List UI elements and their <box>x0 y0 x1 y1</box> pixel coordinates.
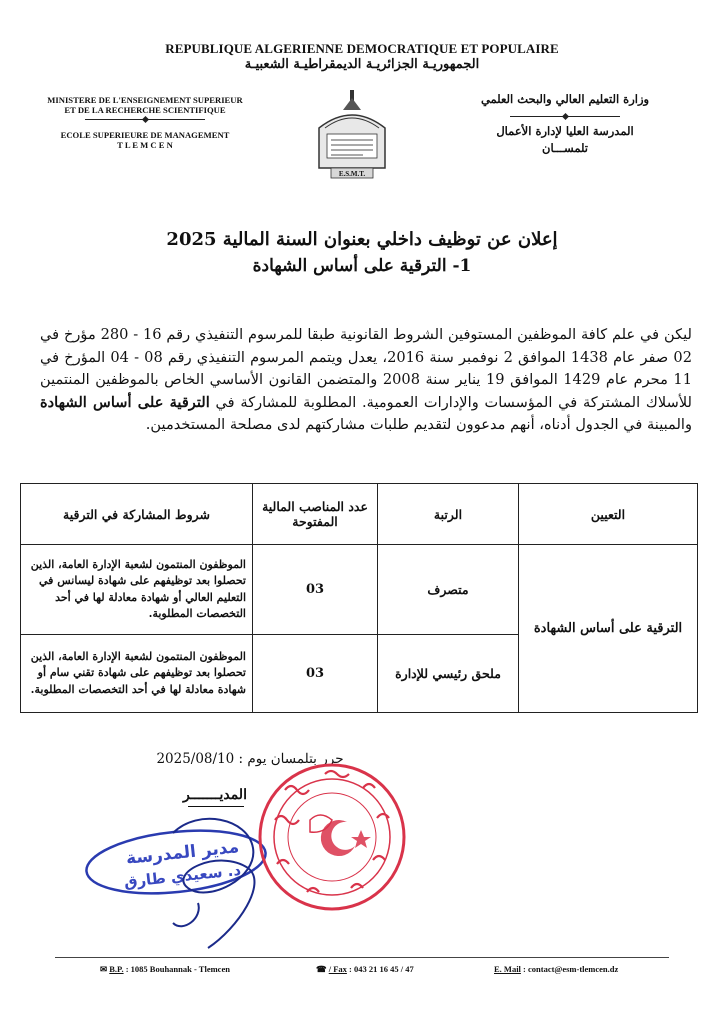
conditions-cell: الموظفون المنتمون لشعبة الإدارة العامة، الذين تحصلوا بعد توظيفهم على شهادة ليسانس في التعليم العالي أو شهادة معادلة لها في أحد التخصصات المطلوبة. <box>21 545 253 635</box>
positions-table <box>20 483 698 713</box>
envelope-icon: ✉ <box>100 964 108 974</box>
ornament-dot-left <box>142 116 149 123</box>
republic-title-ar: الجمهوريـة الجزائريـة الديمقراطيـة الشعبيـة <box>244 57 480 72</box>
announcement-subtitle: 1- الترقية على أساس الشهادة <box>252 256 472 276</box>
director-underline <box>188 806 244 807</box>
header-positions: عدد المناصب المالية المفتوحة <box>253 484 378 545</box>
announcement-body <box>40 324 692 437</box>
grade-cell: متصرف <box>378 545 519 635</box>
logo-text: E.S.M.T. <box>338 170 366 178</box>
ministry-fr <box>20 95 270 115</box>
positions-cell: 03 <box>253 545 378 635</box>
footer-email[interactable] <box>494 964 618 974</box>
header-conditions: شروط المشاركة في الترقية <box>21 484 253 545</box>
director-label: المديـــــــر <box>183 787 247 803</box>
grade-cell: ملحق رئيسي للإدارة <box>378 635 519 713</box>
positions-cell: 03 <box>253 635 378 713</box>
announcement-title: إعلان عن توظيف داخلي بعنوان السنة المالية 2025 <box>166 229 558 250</box>
conditions-cell: الموظفون المنتمون لشعبة الإدارة العامة، الذين تحصلوا بعد توظيفهم على شهادة تقني سام أو شهادة معادلة لها في أحد التخصصات المطلوبة. <box>21 635 253 713</box>
school-fr-line2: T L E M C E N <box>117 140 173 150</box>
republic-title-fr: REPUBLIQUE ALGERIENNE DEMOCRATIQUE ET POPULAIRE <box>165 41 559 56</box>
place-date: حرر بتلمسان يوم : 2025/08/10 <box>156 751 344 767</box>
footer-email-label: E. Mail <box>494 964 521 974</box>
footer-bp-label: B.P. <box>109 964 124 974</box>
header-appointment: التعيين <box>519 484 698 545</box>
ministry-fr-line1: MINISTERE DE L'ENSEIGNEMENT SUPERIEUR <box>47 95 243 105</box>
school-fr <box>20 130 270 150</box>
body-part2: والمبينة في الجدول أدناه، أنهم مدعوون لتقديم طلبات مشاركتهم لدى مصلحة المستخدمين. <box>145 416 692 433</box>
body-part1: ليكن في علم كافة الموظفين المستوفين الشروط القانونية طبقا للمرسوم التنفيذي رقم 16 - 280 مؤرخ في 02 صفر عام 1438 الموافق 2 نوفمبر سنة 2016، يعدل ويتمم المرسوم التنفيذي رقم 08 - 04 المؤرخ في 11 محرم عام 1429 الموافق 19 يناير سنة 2008 والمتضمن القانون الأساسي الخاص بالموظفين المنتمين للأسلاك المشتركة في المؤسسات والإدارات العمومية. المطلوبة للمشاركة في <box>40 326 692 411</box>
stamp-blue-line1: مدير المدرسة <box>125 837 240 869</box>
footer-fax-value: : 043 21 16 45 / 47 <box>349 964 414 974</box>
table-row <box>21 545 698 635</box>
header-grade: الرتبة <box>378 484 519 545</box>
footer-email-value[interactable]: : contact@esm-tlemcen.dz <box>523 964 619 974</box>
appointment-cell: الترقية على أساس الشهادة <box>519 545 698 713</box>
official-seal <box>255 760 410 915</box>
school-logo <box>313 88 391 180</box>
ministry-ar: وزارة التعليم العالي والبحث العلمي <box>480 92 650 106</box>
footer-phone <box>316 964 414 975</box>
footer-fax-label: / Fax <box>328 964 347 974</box>
body-bold: الترقية على أساس الشهادة <box>40 393 210 411</box>
ministry-fr-line2: ET DE LA RECHERCHE SCIENTIFIQUE <box>64 105 226 115</box>
footer-address <box>100 964 230 975</box>
ornament-dot-right <box>562 113 569 120</box>
footer-bp-value: : 1085 Bouhannak - Tlemcen <box>125 964 230 974</box>
city-ar: تلمســـان <box>542 141 588 155</box>
school-ar: المدرسة العليا لإدارة الأعمال <box>496 124 634 138</box>
school-fr-line1: ECOLE SUPERIEURE DE MANAGEMENT <box>60 130 230 140</box>
stamp-blue-line2: د. سعيدي طارق <box>123 860 242 892</box>
table-header-row <box>21 484 698 545</box>
footer-rule <box>55 957 669 958</box>
phone-icon: ☎ <box>316 964 327 974</box>
